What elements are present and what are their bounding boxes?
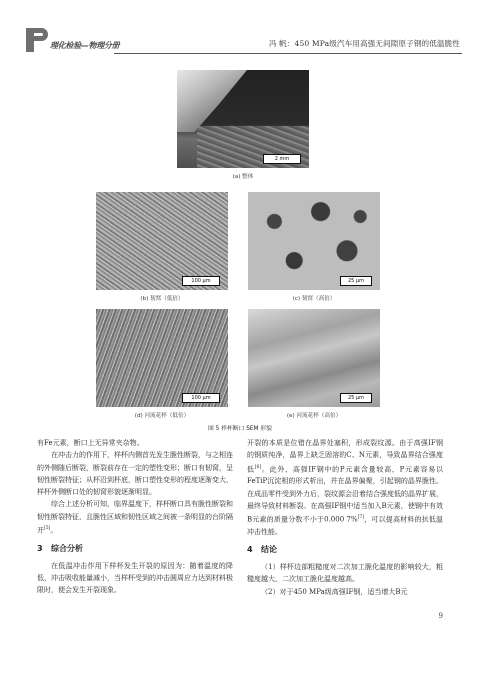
body-column-right <box>247 437 443 598</box>
scale-bar: 100 μm <box>182 276 220 286</box>
section-heading: 4 结论 <box>247 545 277 555</box>
panel-caption-a: (a) 整体 <box>232 174 254 180</box>
journal-logo <box>24 26 120 54</box>
paragraph: （2）对于450 MPa级高强IF钢，适当增大B元 <box>261 587 408 596</box>
citation: [6] <box>254 464 262 470</box>
sem-image-dimples-low <box>96 192 228 290</box>
body-column-left <box>37 437 233 597</box>
panel-caption-b: (b) 韧窝（低倍） <box>140 296 184 302</box>
scale-bar: 25 μm <box>340 276 372 286</box>
panel-caption-c: (c) 韧窝（高倍） <box>292 296 336 302</box>
paragraph: 在冲击力的作用下，样杯内侧首先发生脆性断裂，与之相连的外侧随后断裂，断裂前存在一定的塑性变形；断口有韧窝，呈韧性断裂特征；从杯沿到杯底，断口塑性变形的程度逐渐变大，样杯外侧断口处的韧窝形貌逐渐明显。 <box>37 451 233 497</box>
logo-mark-icon <box>24 26 50 54</box>
page-header <box>18 26 462 56</box>
citation: [7] <box>357 515 365 521</box>
citation: [5] <box>44 526 51 532</box>
sem-image-overall <box>177 70 309 168</box>
header-divider <box>114 53 462 54</box>
paragraph: 有Fe元素，断口上无异常夹杂物。 <box>37 439 144 447</box>
paragraph: 开裂的本质是位错在晶界处塞积，形成裂纹源。由于高强IF钢的钢质纯净，晶界上缺乏固溶的C、N元素，导致晶界结合强度低[6]。此外，高强IF钢中的P元素含量较高，P元素容易以FeTiP沉淀相的形式析出，并在晶界偏聚，引起钢的晶界脆性。在成品零件受到外力后，裂纹源会沿着结合强度低的晶界扩展，最终导致材料断裂。在高强IF钢中适当加入B元素，使钢中有效B元素的质量分数不小于0.000 7%[7]，可以提高材料的抗低温冲击性能。 <box>247 439 444 536</box>
page-number: 9 <box>438 612 443 620</box>
paragraph: （1）样杯边部粗糙度对二次加工脆化温度的影响较大，粗糙度越大，二次加工脆化温度越高。 <box>247 563 443 584</box>
paragraph: 综合上述分析可知，临界温度下，样杯断口具有脆性断裂和韧性断裂特征，且脆性区域和韧性区域之间被一条明显的台阶隔开[5]。 <box>37 500 233 535</box>
sem-image-dimples-high <box>248 192 380 290</box>
sem-image-river-low <box>96 309 228 407</box>
journal-name: 理化检验—物理分册 <box>50 41 120 50</box>
panel-caption-e: (e) 河流花样（高倍） <box>286 413 342 419</box>
figure-title: 图 5 样杯断口 SEM 形貌 <box>208 426 272 432</box>
panel-caption-d: (d) 河流花样（低倍） <box>134 413 190 419</box>
scale-bar: 2 mm <box>263 154 301 164</box>
running-title: 冯 帆：450 MPa级汽车用高强无间隙原子钢的低温脆性 <box>268 39 460 48</box>
sem-image-river-high <box>248 309 380 407</box>
scale-bar: 25 μm <box>340 393 372 403</box>
section-heading: 3 综合分析 <box>37 543 83 553</box>
scale-bar: 100 μm <box>182 393 220 403</box>
paragraph: 在低温冲击作用下样杯发生开裂的原因为：随着温度的降低，冲击吸收能量减小，当样杯受到的冲击圆周应力达到材料极限时，便会发生开裂现象。 <box>37 561 233 595</box>
